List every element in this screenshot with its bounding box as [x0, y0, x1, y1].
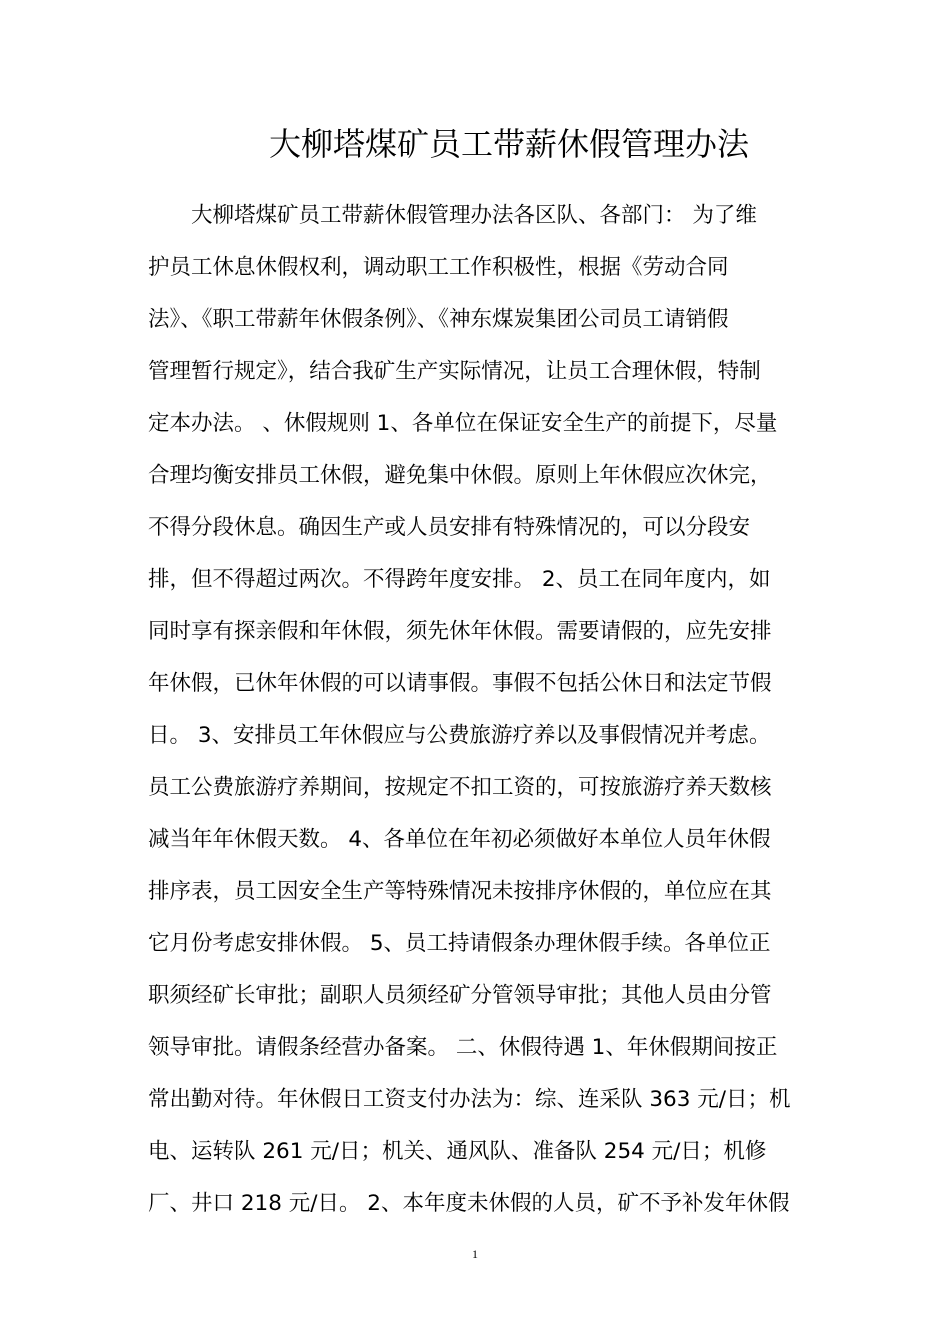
body-line: 排序表，员工因安全生产等特殊情况未按排序休假的，单位应在其: [148, 879, 772, 904]
body-line: 厂、井口 218 元/日。 2、本年度未休假的人员，矿不予补发年休假: [148, 1191, 790, 1216]
body-line: 不得分段休息。确因生产或人员安排有特殊情况的，可以分段安: [148, 515, 751, 540]
body-line: 领导审批。请假条经营办备案。 二、休假待遇 1、年休假期间按正: [148, 1035, 778, 1060]
body-line: 合理均衡安排员工休假，避免集中休假。原则上年休假应次休完，: [148, 463, 772, 488]
body-line: 职须经矿长审批；副职人员须经矿分管领导审批；其他人员由分管: [148, 983, 772, 1008]
body-line: 法》、《职工带薪年休假条例》、《神东煤炭集团公司员工请销假: [148, 307, 729, 332]
document-title: 大柳塔煤矿员工带薪休假管理办法: [268, 125, 749, 163]
body-line: 定本办法。 、休假规则 1、各单位在保证安全生产的前提下，尽量: [148, 411, 778, 436]
body-line: 常出勤对待。年休假日工资支付办法为：综、连采队 363 元/日；机: [148, 1087, 791, 1112]
body-line: 同时享有探亲假和年休假，须先休年休假。需要请假的，应先安排: [148, 619, 772, 644]
body-line: 日。 3、安排员工年休假应与公费旅游疗养以及事假情况并考虑。: [148, 723, 771, 748]
body-line: 大柳塔煤矿员工带薪休假管理办法各区队、各部门： 为了维: [191, 203, 757, 228]
body-line: 员工公费旅游疗养期间，按规定不扣工资的，可按旅游疗养天数核: [148, 775, 772, 800]
document-body: [148, 190, 808, 1230]
body-line: 减当年年休假天数。 4、各单位在年初必须做好本单位人员年休假: [148, 827, 771, 852]
body-line: 管理暂行规定》，结合我矿生产实际情况，让员工合理休假，特制: [148, 359, 761, 384]
body-line: 护员工休息休假权利，调动职工工作积极性，根据《劳动合同: [148, 255, 729, 280]
page-number: 1: [472, 1247, 478, 1261]
body-line: 年休假，已休年休假的可以请事假。事假不包括公休日和法定节假: [148, 671, 772, 696]
body-line: 电、运转队 261 元/日；机关、通风队、准备队 254 元/日；机修: [148, 1139, 767, 1164]
body-line: 它月份考虑安排休假。 5、员工持请假条办理休假手续。各单位正: [148, 931, 771, 956]
body-line: 排，但不得超过两次。不得跨年度安排。 2、员工在同年度内，如: [148, 567, 771, 592]
